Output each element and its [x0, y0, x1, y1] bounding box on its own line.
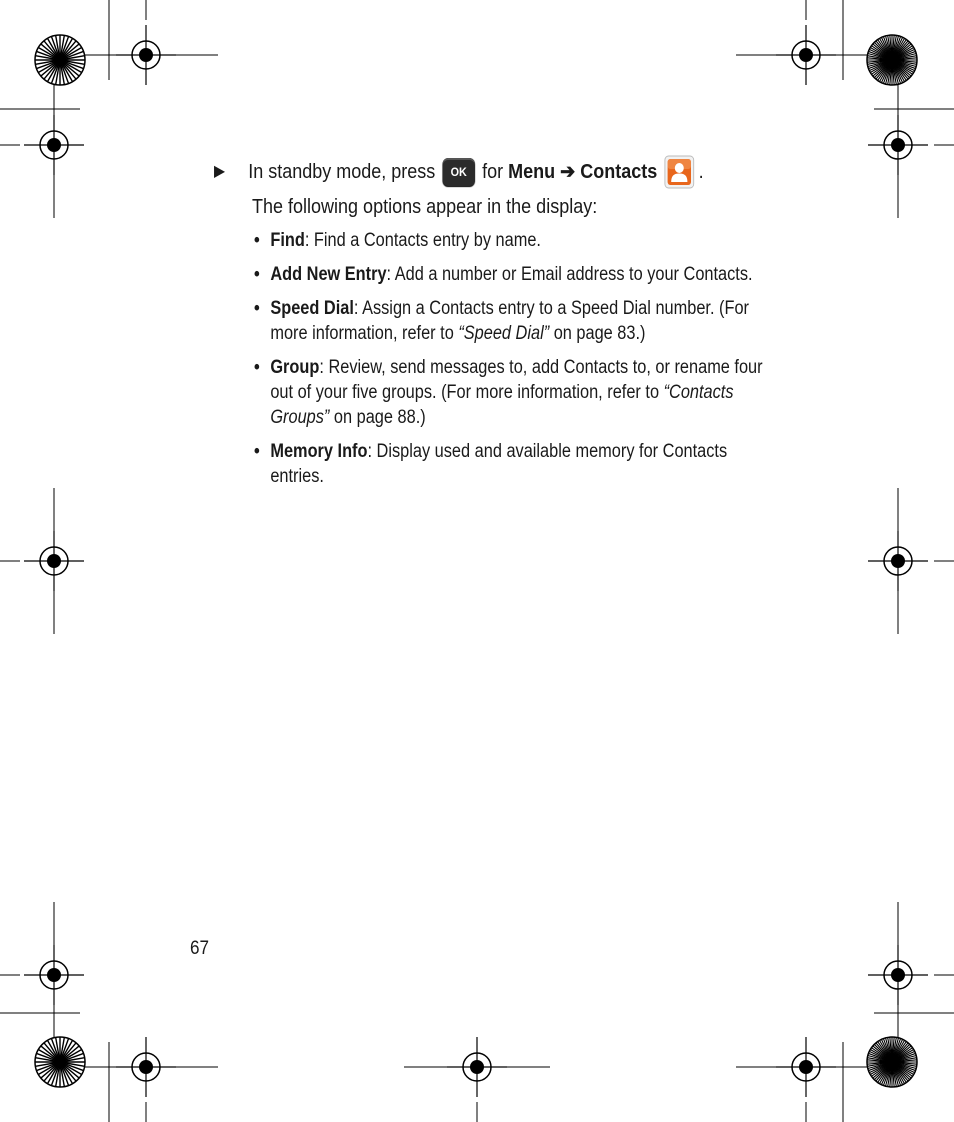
option-term: Group: [270, 357, 320, 378]
option-desc: : Review, send messages to, add Contacts to, or rename four out of your five groups. (For more information, refer to: [270, 357, 763, 403]
list-item-find: [254, 228, 770, 253]
instruction-step: [214, 152, 736, 192]
ok-key-icon: OK: [443, 158, 475, 186]
list-item-speed-dial: [254, 296, 770, 346]
options-list: [254, 228, 770, 489]
menu-label: Menu: [508, 161, 556, 183]
option-desc: : Add a number or Email address to your Contacts.: [386, 264, 753, 285]
page-content: [214, 152, 794, 498]
instruction-for: for: [482, 161, 504, 183]
option-desc: : Assign a Contacts entry to a Speed Dial number. (For more information, refer to: [270, 298, 749, 344]
step-arrow-icon: ▶: [214, 163, 226, 180]
option-desc: : Find a Contacts entry by name.: [304, 230, 541, 251]
option-term: Add New Entry: [270, 264, 387, 285]
contacts-groups-reference-link[interactable]: “Contacts Groups”: [270, 382, 734, 428]
option-page-ref: on page 88.): [329, 407, 426, 428]
list-item-memory-info: [254, 439, 770, 489]
menu-arrow-icon: ➔: [560, 161, 576, 183]
option-desc: : Display used and available memory for Contacts entries.: [270, 441, 728, 487]
option-page-ref: on page 83.): [549, 323, 646, 344]
option-term: Memory Info: [270, 441, 368, 462]
instruction-end: .: [698, 161, 704, 183]
option-term: Speed Dial: [270, 298, 354, 319]
options-intro: The following options appear in the display:: [252, 196, 598, 218]
speed-dial-reference-link[interactable]: “Speed Dial”: [458, 323, 550, 344]
page-number: 67: [190, 938, 210, 959]
contacts-person-icon: [664, 155, 695, 189]
list-item-add-new-entry: [254, 262, 770, 287]
contacts-label: Contacts: [580, 161, 658, 183]
instruction-prefix: In standby mode, press: [248, 161, 436, 183]
option-term: Find: [270, 230, 305, 251]
list-item-group: [254, 355, 770, 430]
